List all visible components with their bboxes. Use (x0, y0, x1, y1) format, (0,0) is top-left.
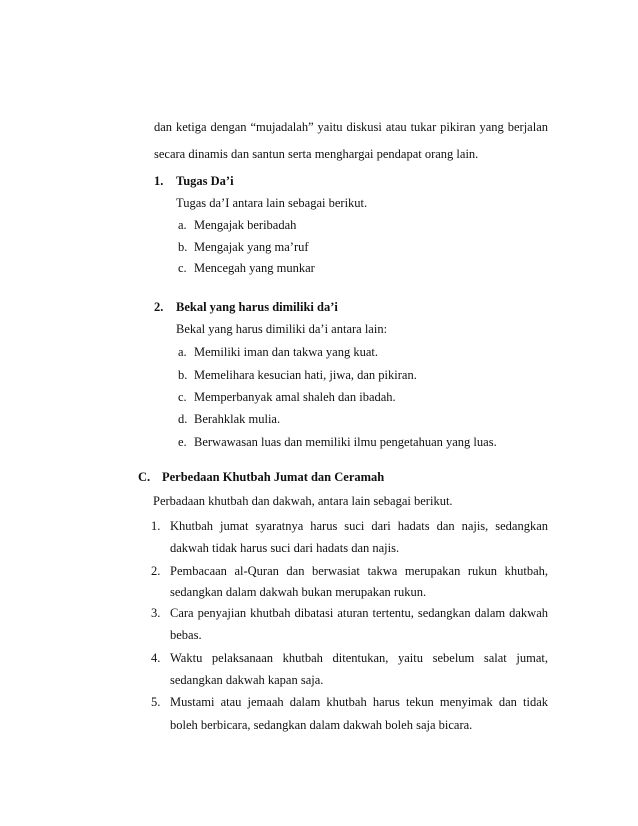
list-item-marker: a. (178, 345, 187, 359)
bekal-number: 2. (154, 300, 164, 314)
tugas-intro: Tugas da’I antara lain sebagai berikut. (176, 196, 368, 210)
bekal-heading: Bekal yang harus dimiliki da’i (176, 300, 338, 314)
numbered-item-line-1: Waktu pelaksanaan khutbah ditentukan, yaitu sebelum salat jumat, (170, 651, 548, 665)
numbered-item-line-2: bebas. (170, 628, 202, 642)
list-item-marker: b. (178, 240, 188, 254)
tugas-heading: Tugas Da’i (176, 174, 234, 188)
section-c-heading: Perbedaan Khutbah Jumat dan Ceramah (162, 470, 385, 484)
numbered-item-marker: 4. (151, 651, 161, 665)
section-c-marker: C. (138, 470, 151, 484)
numbered-item-marker: 3. (151, 606, 161, 620)
section-c-intro: Perbadaan khutbah dan dakwah, antara lain sebagai berikut. (153, 494, 453, 508)
numbered-item-marker: 5. (151, 695, 161, 709)
numbered-item-line-1: Pembacaan al-Quran dan berwasiat takwa merupakan rukun khutbah, (170, 564, 548, 578)
list-item: Berahklak mulia. (194, 412, 281, 426)
intro-line-2: secara dinamis dan santun serta menghargai pendapat orang lain. (154, 147, 479, 161)
list-item-marker: c. (178, 390, 187, 404)
list-item: Mengajak yang ma’ruf (194, 240, 309, 254)
numbered-item-line-1: Khutbah jumat syaratnya harus suci dari hadats dan najis, sedangkan (170, 519, 548, 533)
list-item: Mengajak beribadah (194, 218, 297, 232)
list-item: Memperbanyak amal shaleh dan ibadah. (194, 390, 396, 404)
intro-line-1: dan ketiga dengan “mujadalah” yaitu diskusi atau tukar pikiran yang berjalan (154, 120, 548, 134)
list-item: Mencegah yang munkar (194, 261, 315, 275)
list-item: Memelihara kesucian hati, jiwa, dan pikiran. (194, 368, 417, 382)
numbered-item-line-2: sedangkan dalam dakwah bukan merupakan rukun. (170, 585, 427, 599)
list-item-marker: a. (178, 218, 187, 232)
list-item-marker: d. (178, 412, 188, 426)
list-item: Berwawasan luas dan memiliki ilmu pengetahuan yang luas. (194, 435, 497, 449)
list-item-marker: e. (178, 435, 187, 449)
numbered-item-line-2: sedangkan dakwah kapan saja. (170, 673, 324, 687)
numbered-item-marker: 2. (151, 564, 161, 578)
numbered-item-line-2: dakwah tidak harus suci dari hadats dan najis. (170, 541, 400, 555)
numbered-item-line-2: boleh berbicara, sedangkan dalam dakwah boleh saja bicara. (170, 718, 473, 732)
numbered-item-line-1: Cara penyajian khutbah dibatasi aturan tertentu, sedangkan dalam dakwah (170, 606, 548, 620)
tugas-number: 1. (154, 174, 164, 188)
list-item-marker: c. (178, 261, 187, 275)
numbered-item-marker: 1. (151, 519, 161, 533)
list-item: Memiliki iman dan takwa yang kuat. (194, 345, 378, 359)
bekal-intro: Bekal yang harus dimiliki da’i antara lain: (176, 322, 388, 336)
numbered-item-line-1: Mustami atau jemaah dalam khutbah harus tekun menyimak dan tidak (170, 695, 548, 709)
list-item-marker: b. (178, 368, 188, 382)
